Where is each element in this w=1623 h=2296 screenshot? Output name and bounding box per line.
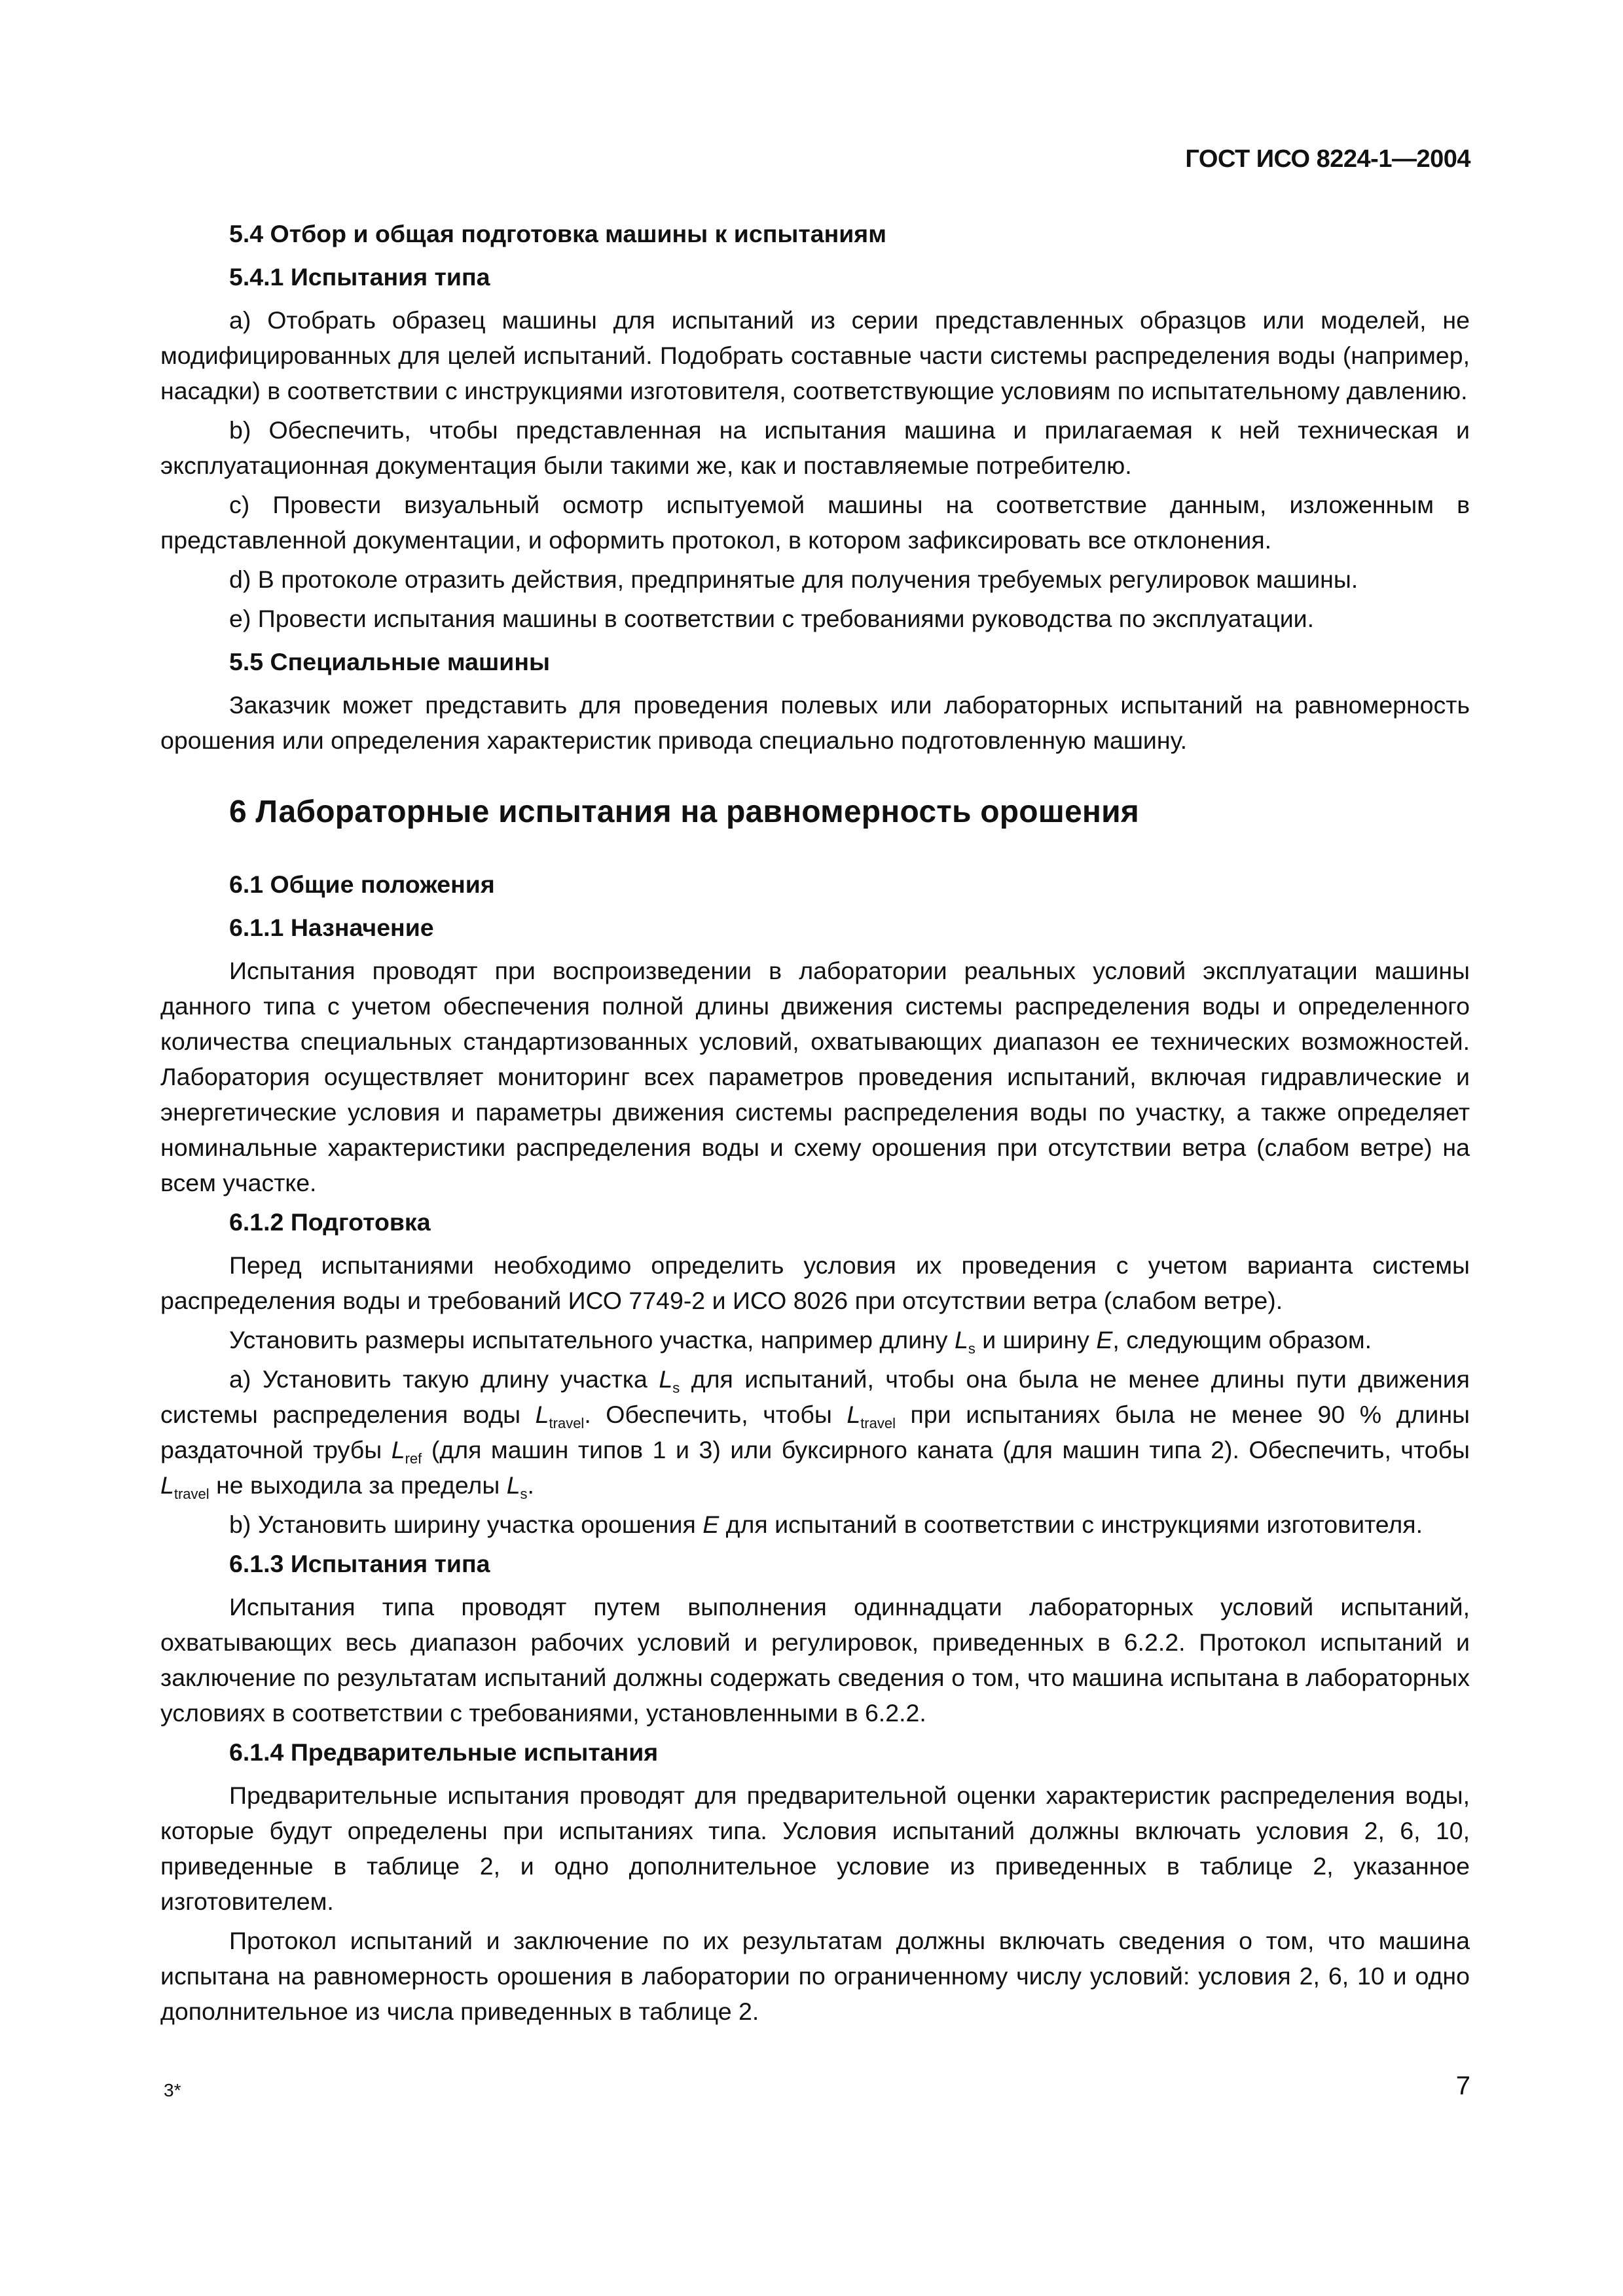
- paragraph-6-1-3: Испытания типа проводят путем выполнения одиннадцати лабораторных условий испытаний, охватывающих весь диапазон рабочих условий и регулировок, приведенных в 6.2.2. Протокол испытаний и заключение по результатам испытаний должны содержать сведения о том, что машина испытана в лабораторных условиях в соответствии с требованиями, установленными в 6.2.2.: [160, 1593, 1470, 1727]
- heading-6-1-1: 6.1.1 Назначение: [229, 914, 434, 941]
- paragraph-6-1-2-1: Перед испытаниями необходимо определить условия их проведения с учетом варианта системы распределения воды и требований ИСО 7749-2 и ИСО 8026 при отсутствии ветра (слабом ветре).: [160, 1251, 1470, 1314]
- paragraph-5-4-1-c: с) Провести визуальный осмотр испытуемой машины на соответствие данным, изложенным в представленной документации, и оформить протокол, в котором зафиксировать все отклонения.: [160, 491, 1470, 554]
- paragraph-6-1-2-a: а) Установить такую длину участка $L_s$ для испытаний, чтобы она была не менее длины пути движения системы распределения воды $L_{travel}$. Обеспечить, чтобы $L_{travel}$ при испытаниях была не менее 90 % длины раздаточной трубы $L_{ref}$ (для машин типов 1 и 3) или буксирного каната (для машин типа 2). Обеспечить, чтобы $L_{travel}$ не выходила за пределы $L_s$.: [160, 1365, 1470, 1502]
- heading-5-4: 5.4 Отбор и общая подготовка машины к испытаниям: [229, 220, 886, 247]
- signature-mark: 3*: [164, 2080, 181, 2100]
- document-code: ГОСТ ИСО 8224-1—2004: [1185, 145, 1470, 173]
- paragraph-5-4-1-d: d) В протоколе отразить действия, предпринятые для получения требуемых регулировок машины.: [229, 565, 1359, 593]
- paragraph-6-1-2-2: Установить размеры испытательного участка, например длину $L_s$ и ширину E, следующим образом.: [229, 1326, 1372, 1357]
- heading-6-1-4: 6.1.4 Предварительные испытания: [229, 1738, 659, 1766]
- paragraph-5-5: Заказчик может представить для проведения полевых или лабораторных испытаний на равномерность орошения или определения характеристик привода специально подготовленную машину.: [160, 691, 1470, 754]
- paragraph-5-4-1-a: а) Отобрать образец машины для испытаний из серии представленных образцов или моделей, не модифицированных для целей испытаний. Подобрать составные части системы распределения воды (например, насадки) в соответствии с инструкциями изготовителя, соответствующие условиям по испытательному давлению.: [160, 306, 1470, 404]
- paragraph-5-4-1-e: е) Провести испытания машины в соответствии с требованиями руководства по эксплуатации.: [229, 605, 1315, 632]
- paragraph-6-1-4-2: Протокол испытаний и заключение по их результатам должны включать сведения о том, что машина испытана на равномерность орошения в лаборатории по ограниченному числу условий: условия 2, 6, 10 и одно дополнительное из числа приведенных в таблице 2.: [160, 1927, 1470, 2025]
- heading-5-5: 5.5 Специальные машины: [229, 648, 551, 675]
- heading-6-1: 6.1 Общие положения: [229, 870, 495, 898]
- heading-6-1-2: 6.1.2 Подготовка: [229, 1208, 431, 1236]
- heading-5-4-1: 5.4.1 Испытания типа: [229, 263, 490, 291]
- page-number: 7: [1455, 2072, 1470, 2100]
- paragraph-5-4-1-b: b) Обеспечить, чтобы представленная на испытания машина и прилагаемая к ней техническая и эксплуатационная документация были такими же, как и поставляемые потребителю.: [160, 416, 1470, 479]
- heading-chapter-6: 6 Лабораторные испытания на равномерность орошения: [229, 795, 1139, 829]
- paragraph-6-1-4-1: Предварительные испытания проводят для предварительной оценки характеристик распределения воды, которые будут определены при испытаниях типа. Условия испытаний должны включать условия 2, 6, 10, приведенные в таблице 2, и одно дополнительное условие из приведенных в таблице 2, указанное изготовителем.: [160, 1782, 1470, 1915]
- paragraph-6-1-1: Испытания проводят при воспроизведении в лаборатории реальных условий эксплуатации машины данного типа с учетом обеспечения полной длины движения системы распределения воды и определенного количества специальных стандартизованных условий, охватывающих диапазон ее технических возможностей. Лаборатория осуществляет мониторинг всех параметров проведения испытаний, включая гидравлические и энергетические условия и параметры движения системы распределения воды по участку, а также определяет номинальные характеристики распределения воды и схему орошения при отсутствии ветра (слабом ветре) на всем участке.: [160, 957, 1470, 1196]
- paragraph-6-1-2-b: b) Установить ширину участка орошения E для испытаний в соответствии с инструкциями изготовителя.: [229, 1511, 1423, 1538]
- heading-6-1-3: 6.1.3 Испытания типа: [229, 1550, 490, 1577]
- document-body: [160, 216, 1470, 2033]
